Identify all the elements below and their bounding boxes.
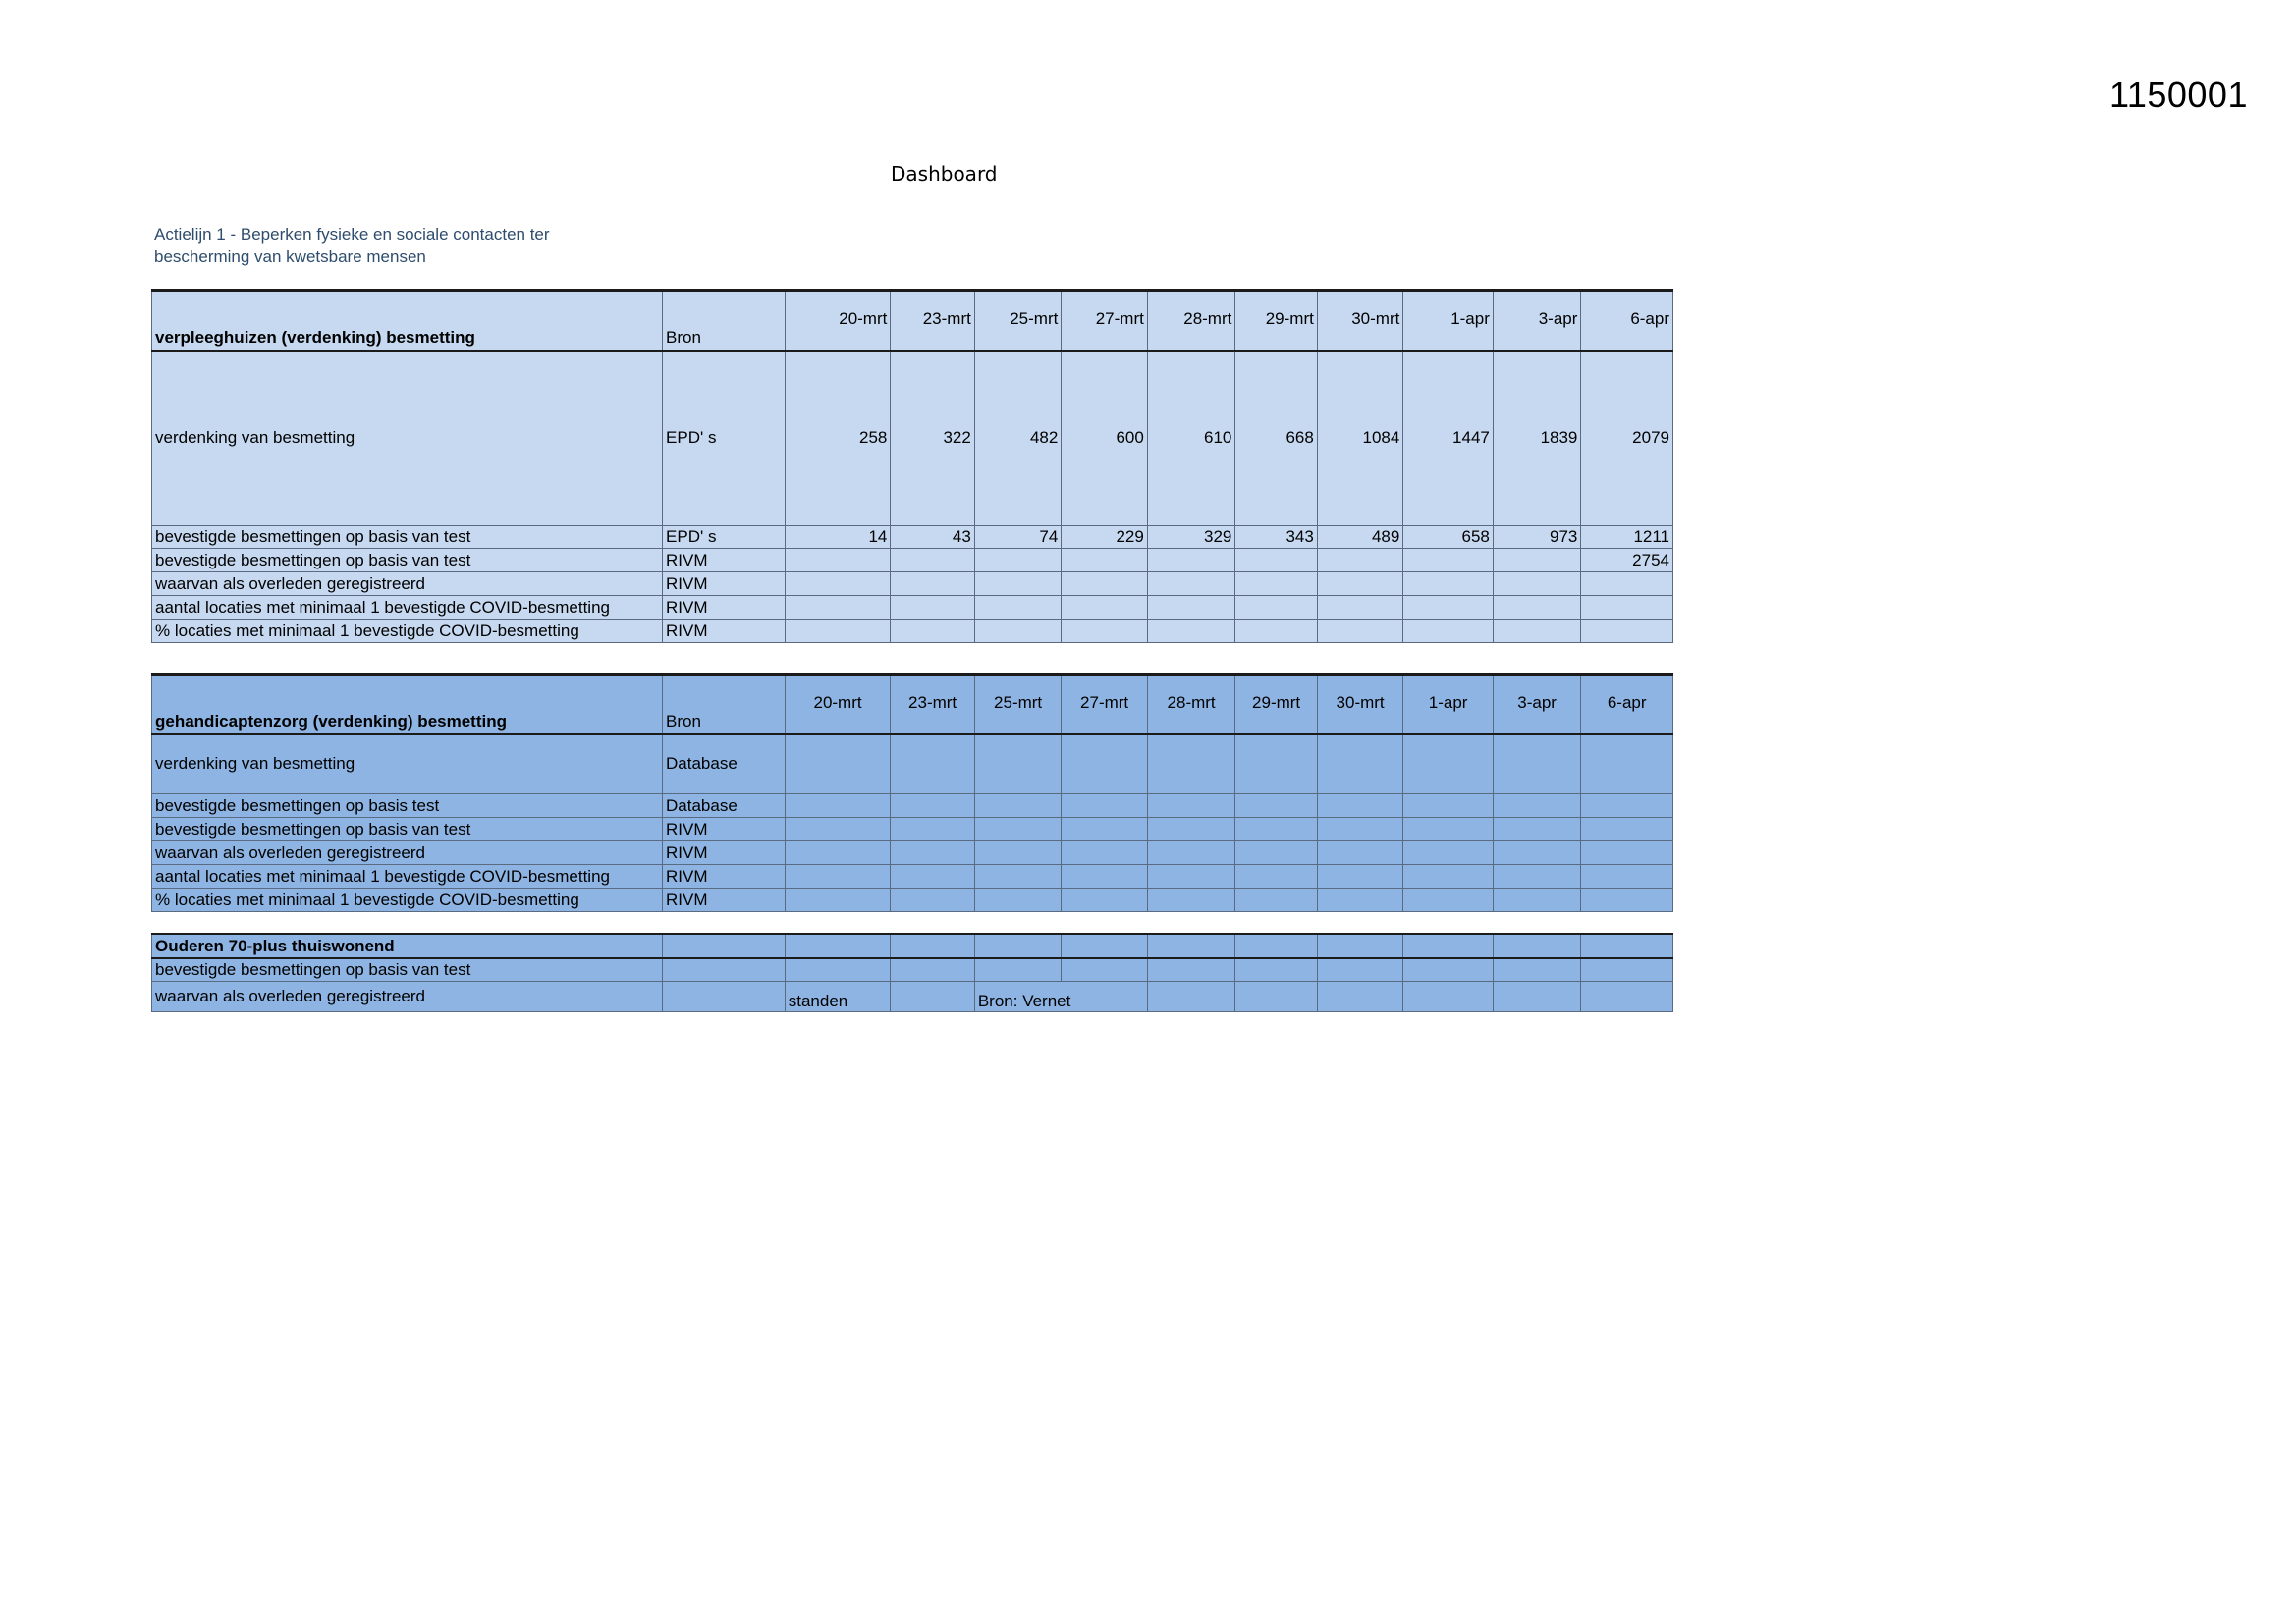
data-cell: 600	[1062, 351, 1148, 526]
table-row	[152, 596, 1673, 620]
bron-header: Bron	[663, 675, 786, 734]
date-header: 3-apr	[1493, 675, 1581, 734]
row-source: Database	[663, 734, 786, 794]
data-cell	[1317, 549, 1403, 572]
row-label: verdenking van besmetting	[152, 734, 663, 794]
row-source: RIVM	[663, 572, 786, 596]
section-subtitle: Actielijn 1 - Beperken fysieke en sociale contacten ter bescherming van kwetsbare mensen	[154, 225, 550, 266]
data-cell	[1062, 549, 1148, 572]
data-cell	[1581, 596, 1673, 620]
data-cell	[1317, 596, 1403, 620]
data-cell	[1581, 572, 1673, 596]
date-header: 30-mrt	[1317, 675, 1403, 734]
data-cell	[1493, 572, 1581, 596]
table-row	[152, 526, 1673, 549]
data-cell	[1581, 620, 1673, 643]
data-cell	[1403, 596, 1494, 620]
data-cell	[1403, 572, 1494, 596]
row-label: waarvan als overleden geregistreerd	[152, 572, 663, 596]
data-cell: 258	[785, 351, 891, 526]
data-cell: 489	[1317, 526, 1403, 549]
data-cell: 973	[1493, 526, 1581, 549]
data-cell: 610	[1147, 351, 1235, 526]
row-source: RIVM	[663, 596, 786, 620]
data-cell	[1147, 596, 1235, 620]
data-cell: 74	[974, 526, 1062, 549]
row-label: bevestigde besmettingen op basis van test	[152, 958, 663, 981]
data-cell: 668	[1235, 351, 1317, 526]
date-header: 23-mrt	[891, 675, 974, 734]
data-cell	[1493, 620, 1581, 643]
data-cell: 322	[891, 351, 974, 526]
data-cell	[1062, 596, 1148, 620]
row-label: bevestigde besmettingen op basis test	[152, 794, 663, 818]
data-cell: 343	[1235, 526, 1317, 549]
date-header: 28-mrt	[1147, 291, 1235, 351]
data-cell	[1317, 572, 1403, 596]
note-standen: standen	[785, 981, 891, 1011]
date-header: 30-mrt	[1317, 291, 1403, 351]
data-cell	[1403, 620, 1494, 643]
table-title: gehandicaptenzorg (verdenking) besmetting	[152, 675, 663, 734]
row-source: RIVM	[663, 620, 786, 643]
data-cell	[785, 549, 891, 572]
data-cell	[974, 572, 1062, 596]
table-header-row	[152, 934, 1673, 958]
row-source: RIVM	[663, 865, 786, 889]
data-cell	[1493, 549, 1581, 572]
row-label: bevestigde besmettingen op basis van test	[152, 549, 663, 572]
table-row	[152, 841, 1673, 865]
date-header: 27-mrt	[1062, 291, 1148, 351]
date-header: 29-mrt	[1235, 291, 1317, 351]
table-row	[152, 818, 1673, 841]
table-header-row	[152, 675, 1673, 734]
data-cell	[891, 620, 974, 643]
table-row	[152, 734, 1673, 794]
table-gehandicaptenzorg	[151, 673, 1673, 912]
date-header: 20-mrt	[785, 675, 891, 734]
note-source: Bron: Vernet	[974, 981, 1147, 1011]
data-cell: 43	[891, 526, 974, 549]
data-cell	[974, 596, 1062, 620]
data-cell: 658	[1403, 526, 1494, 549]
table-row	[152, 958, 1673, 981]
data-cell: 482	[974, 351, 1062, 526]
date-header: 29-mrt	[1235, 675, 1317, 734]
table-row	[152, 351, 1673, 526]
row-source: RIVM	[663, 889, 786, 912]
table-row	[152, 981, 1673, 1011]
row-label: waarvan als overleden geregistreerd	[152, 841, 663, 865]
table-ouderen-70-plus	[151, 933, 1673, 1012]
row-label: % locaties met minimaal 1 bevestigde COVID-besmetting	[152, 889, 663, 912]
table-row	[152, 794, 1673, 818]
row-label: verdenking van besmetting	[152, 351, 663, 526]
table-row	[152, 549, 1673, 572]
data-cell: 1211	[1581, 526, 1673, 549]
data-cell: 2079	[1581, 351, 1673, 526]
data-cell	[1062, 620, 1148, 643]
data-cell	[891, 572, 974, 596]
bron-header: Bron	[663, 291, 786, 351]
table-title: verpleeghuizen (verdenking) besmetting	[152, 291, 663, 351]
date-header: 20-mrt	[785, 291, 891, 351]
data-cell: 2754	[1581, 549, 1673, 572]
row-label: bevestigde besmettingen op basis van test	[152, 818, 663, 841]
date-header: 3-apr	[1493, 291, 1581, 351]
data-cell: 14	[785, 526, 891, 549]
data-cell	[974, 620, 1062, 643]
date-header: 6-apr	[1581, 291, 1673, 351]
date-header: 27-mrt	[1062, 675, 1148, 734]
data-cell	[1062, 572, 1148, 596]
data-cell	[785, 620, 891, 643]
table-title: Ouderen 70-plus thuiswonend	[152, 934, 663, 958]
table-row	[152, 620, 1673, 643]
data-cell	[1235, 620, 1317, 643]
data-cell	[891, 549, 974, 572]
data-cell	[1493, 596, 1581, 620]
data-cell	[1147, 572, 1235, 596]
row-label: aantal locaties met minimaal 1 bevestigde COVID-besmetting	[152, 865, 663, 889]
date-header: 1-apr	[1403, 675, 1494, 734]
data-cell	[974, 549, 1062, 572]
data-cell	[1235, 596, 1317, 620]
row-source: RIVM	[663, 818, 786, 841]
data-cell: 229	[1062, 526, 1148, 549]
table-verpleeghuizen	[151, 289, 1673, 643]
row-label: bevestigde besmettingen op basis van test	[152, 526, 663, 549]
data-cell	[785, 596, 891, 620]
row-label: waarvan als overleden geregistreerd	[152, 981, 663, 1011]
table-row	[152, 572, 1673, 596]
row-source: EPD' s	[663, 526, 786, 549]
data-cell: 1084	[1317, 351, 1403, 526]
data-cell	[1235, 549, 1317, 572]
row-source: RIVM	[663, 841, 786, 865]
data-cell: 1839	[1493, 351, 1581, 526]
table-header-row	[152, 291, 1673, 351]
date-header: 28-mrt	[1147, 675, 1235, 734]
data-cell	[891, 596, 974, 620]
row-source: Database	[663, 794, 786, 818]
data-cell	[785, 572, 891, 596]
data-cell	[1147, 549, 1235, 572]
document-number: 1150001	[2109, 75, 2248, 115]
data-cell	[1317, 620, 1403, 643]
data-cell	[1235, 572, 1317, 596]
row-label: aantal locaties met minimaal 1 bevestigde COVID-besmetting	[152, 596, 663, 620]
data-cell	[1147, 620, 1235, 643]
row-label: % locaties met minimaal 1 bevestigde COVID-besmetting	[152, 620, 663, 643]
date-header: 6-apr	[1581, 675, 1673, 734]
table-row	[152, 865, 1673, 889]
row-source: RIVM	[663, 549, 786, 572]
page-title: Dashboard	[891, 162, 998, 186]
date-header: 25-mrt	[974, 291, 1062, 351]
date-header: 25-mrt	[974, 675, 1062, 734]
date-header: 23-mrt	[891, 291, 974, 351]
row-source: EPD' s	[663, 351, 786, 526]
data-cell	[1403, 549, 1494, 572]
data-cell: 329	[1147, 526, 1235, 549]
date-header: 1-apr	[1403, 291, 1494, 351]
data-cell: 1447	[1403, 351, 1494, 526]
table-row	[152, 889, 1673, 912]
